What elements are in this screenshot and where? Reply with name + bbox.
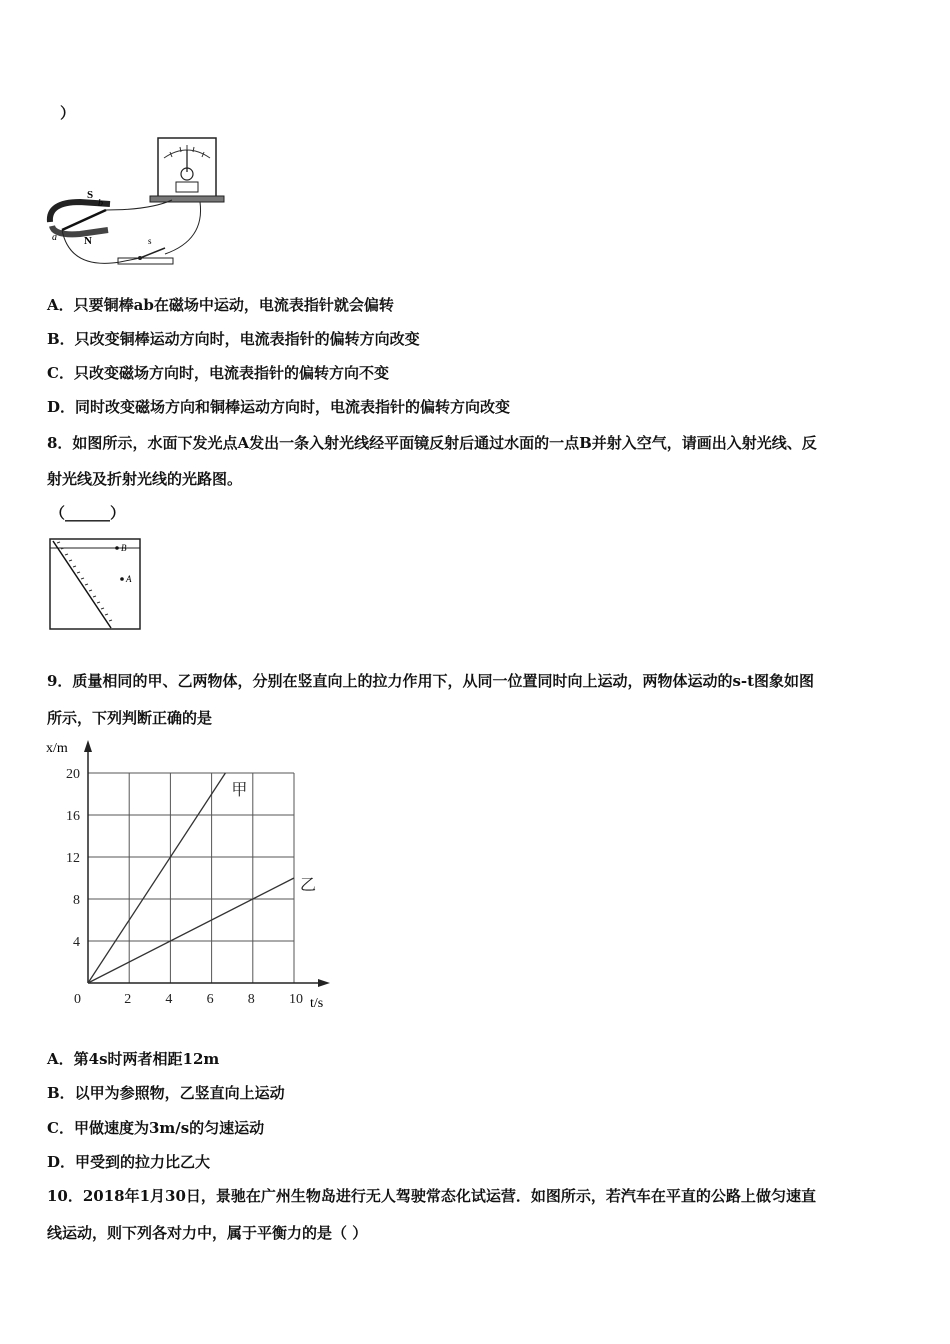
- rod-b-label: b: [98, 198, 103, 209]
- x-axis-label: t/s: [310, 996, 324, 1011]
- switch-mark-icon: s: [148, 236, 152, 246]
- q7-option-c: C．只改变磁场方向时，电流表指针的偏转方向不变: [47, 364, 389, 382]
- q9-option-d: D．甲受到的拉力比乙大: [47, 1153, 211, 1171]
- series-label-jia: 甲: [231, 782, 248, 799]
- y-tick-label: 20: [66, 767, 80, 782]
- x-tick-label: 8: [247, 992, 255, 1007]
- q9-line1: 9．质量相同的甲、乙两物体，分别在竖直向上的拉力作用下，从同一位置同时向上运动，两物体运动的s-t图象如图: [47, 672, 815, 690]
- y-tick-label: 12: [66, 851, 80, 866]
- x-tick-label: 10: [289, 992, 303, 1007]
- y-tick-label: 8: [73, 893, 80, 908]
- y-tick-label: 16: [66, 809, 80, 824]
- y-axis-arrow-icon: [84, 740, 92, 752]
- y-axis-label: x/m: [46, 741, 68, 756]
- x-tick-label: 2: [124, 992, 132, 1007]
- series-label-yi: 乙: [300, 877, 317, 894]
- q10-line2: 线运动，则下列各对力中，属于平衡力的是（ ）: [47, 1224, 368, 1242]
- q8-line2: 射光线及折射光线的光路图。: [47, 470, 243, 488]
- q9-line2: 所示，下列判断正确的是: [47, 709, 213, 727]
- q9-option-a: A．第4s时两者相距12m: [47, 1050, 220, 1068]
- rod-a-label: a: [52, 232, 57, 243]
- x-axis-arrow-icon: [318, 979, 330, 987]
- series-line-yi: [88, 878, 294, 983]
- q10-line1: 10．2018年1月30日，景驰在广州生物岛进行无人驾驶常态化试运营．如图所示，若汽车在平直的公路上做匀速直: [47, 1187, 816, 1205]
- q7-closing-paren: ）: [60, 104, 76, 122]
- x-tick-label: 4: [165, 992, 173, 1007]
- q8-line1: 8．如图所示，水面下发光点A发出一条入射光线经平面镜反射后通过水面的一点B并射入空气，请画出入射光线、反: [47, 434, 817, 452]
- point-a-dot: [120, 577, 124, 581]
- q7-galvanometer-figure: [40, 130, 230, 275]
- q9-option-c: C．甲做速度为3m/s的匀速运动: [47, 1119, 265, 1137]
- q7-option-b: B．只改变铜棒运动方向时，电流表指针的偏转方向改变: [47, 330, 420, 348]
- y-tick-label: 4: [73, 935, 80, 950]
- point-b-dot: [115, 546, 119, 550]
- x-tick-label: 0: [74, 992, 81, 1007]
- q7-option-d: D．同时改变磁场方向和铜棒运动方向时，电流表指针的偏转方向改变: [47, 398, 511, 416]
- x-tick-label: 6: [206, 992, 214, 1007]
- series-line-jia: [88, 773, 225, 983]
- magnet-s-label: S: [87, 189, 94, 201]
- q8-answer-blank: （______）: [50, 504, 126, 522]
- point-b-label: B: [121, 543, 127, 553]
- q9-option-b: B．以甲为参照物，乙竖直向上运动: [47, 1084, 285, 1102]
- magnet-n-label: N: [84, 235, 92, 247]
- point-a-label: A: [126, 574, 132, 584]
- q8-mirror-figure: [45, 535, 145, 635]
- st-chart: [40, 735, 340, 1015]
- q7-option-a: A．只要铜棒ab在磁场中运动，电流表指针就会偏转: [47, 296, 394, 314]
